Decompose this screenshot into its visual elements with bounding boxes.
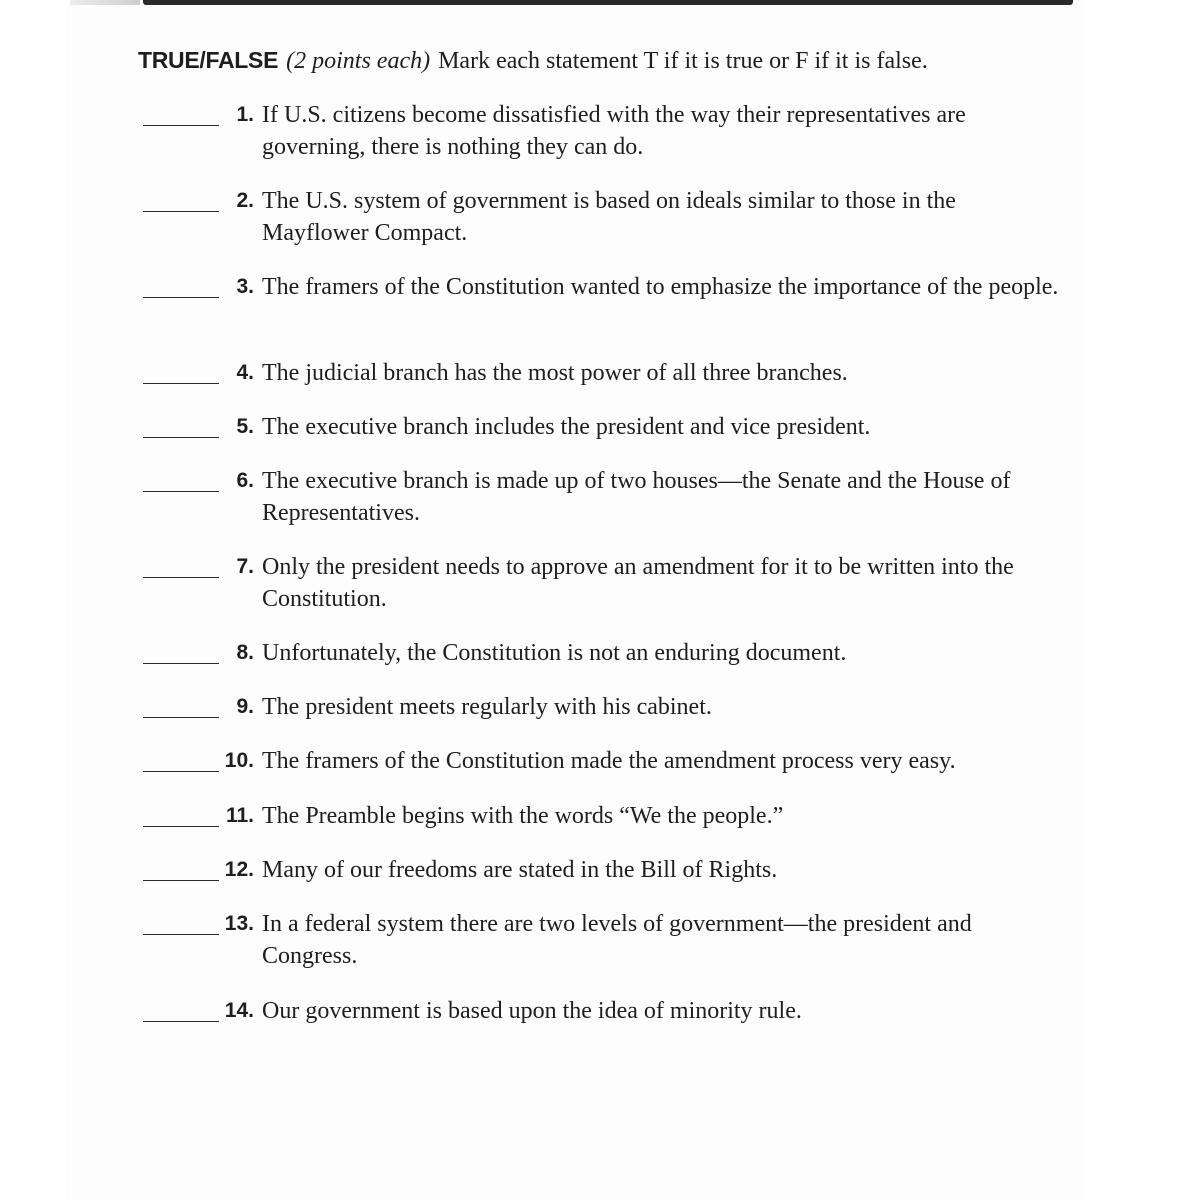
question-text: The framers of the Constitution made the amendment process very easy. [262,748,956,774]
answer-blank[interactable] [143,826,219,827]
top-border-fade [70,0,140,5]
answer-blank[interactable] [143,491,219,492]
answer-blank[interactable] [143,880,219,881]
question-text: The judicial branch has the most power of all three branches. [262,360,848,386]
question-text: Unfortunately, the Constitution is not an enduring document. [262,640,847,666]
question-number: 6. [236,469,254,492]
answer-blank[interactable] [143,383,219,384]
question-text: The executive branch includes the president and vice president. [262,414,871,440]
answer-blank[interactable] [143,297,219,298]
answer-blank[interactable] [143,211,219,212]
question-number: 2. [236,189,254,212]
answer-blank[interactable] [143,577,219,578]
question-number: 10. [224,749,254,772]
question-text: The president meets regularly with his cabinet. [262,694,712,720]
question-number: 11. [225,804,254,827]
section-header [138,44,928,77]
answer-blank[interactable] [143,934,219,935]
question-text: The Preamble begins with the words “We the people.” [262,803,784,829]
question-text: Our government is based upon the idea of minority rule. [262,998,802,1024]
instructions: Mark each statement T if it is true or F if it is false. [438,48,928,74]
answer-blank[interactable] [143,437,219,438]
question-text: The executive branch is made up of two houses—the Senate and the House of Representatives. [262,468,1011,526]
answer-blank[interactable] [143,717,219,718]
top-border [143,0,1073,5]
answer-blank[interactable] [143,663,219,664]
question-text: If U.S. citizens become dissatisfied with the way their representatives are governing, there is nothing they can do. [262,102,966,160]
question-text: In a federal system there are two levels of government—the president and Congress. [262,911,972,969]
points-note: (2 points each) [286,48,431,74]
question-number: 7. [236,555,254,578]
answer-blank[interactable] [143,771,219,772]
question-number: 13. [224,912,254,935]
answer-blank[interactable] [143,1021,219,1022]
question-text: Only the president needs to approve an amendment for it to be written into the Constitution. [262,554,1014,612]
question-number: 8. [236,641,254,664]
question-text: The framers of the Constitution wanted to emphasize the importance of the people. [262,274,1059,300]
question-number: 9. [236,695,254,718]
question-number: 5. [236,415,254,438]
question-number: 12. [224,858,254,881]
section-title: TRUE/FALSE [138,47,279,73]
question-number: 4. [236,361,254,384]
question-text: Many of our freedoms are stated in the Bill of Rights. [262,857,778,883]
question-number: 14. [224,999,254,1022]
question-text: The U.S. system of government is based on ideals similar to those in the Mayflower Compact. [262,188,956,246]
question-number: 1. [236,103,254,126]
question-number: 3. [236,275,254,298]
answer-blank[interactable] [143,125,219,126]
